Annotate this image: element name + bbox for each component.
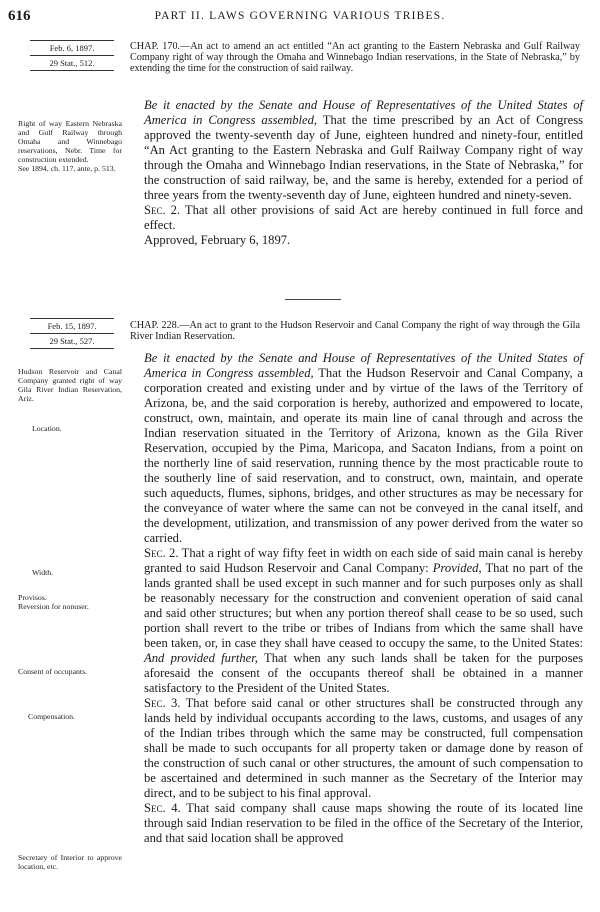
act2-margin-reversion: Reversion for nonuser. <box>18 602 89 611</box>
act1-body <box>128 98 583 248</box>
act1-approved: Approved, February 6, 1897. <box>144 233 291 247</box>
act1-stat: 29 Stat., 512. <box>30 56 114 71</box>
act2-margin-location: Location. <box>32 424 62 433</box>
section-divider <box>285 299 341 300</box>
act2-stat: 29 Stat., 527. <box>30 334 114 349</box>
page-header <box>8 8 592 30</box>
act2-margin-provisos: Provisos. Reversion for nonuser. <box>18 593 89 611</box>
act2-date: Feb. 15, 1897. <box>30 318 114 334</box>
act1-margin-note: Right of way Eastern Nebraska and Gulf Railway through Omaha and Winnebago reservations, Nebr. Time for construction extended. See 1894, ch. 117, ante, p. 513. <box>18 119 122 173</box>
running-title: PART II. LAWS GOVERNING VARIOUS TRIBES. <box>154 10 446 22</box>
act2-margin-consent: Consent of occupants. <box>18 667 88 676</box>
act2-enacting-clause: Be it enacted by the Senate and House of Representatives of the United States of America in Congress assembled, <box>144 351 583 380</box>
act2-margin-title: Hudson Reservoir and Canal Company granted right of way Gila River Indian Reservation, Ariz. <box>18 367 122 403</box>
act1-margin-ref: See 1894, ch. 117, ante, p. 513. <box>18 164 116 173</box>
act2-citation-box <box>30 318 114 349</box>
act2-section-2: Sec. 2. That a right of way fifty feet in width on each side of said main canal is hereby granted to said Hudson Reservoir and Canal Company: Provided, That no part of the lands granted shall be used except in such manner and for such purposes only as shall be reasonably necessary for the construction and convenient operation of said canal and said other structures; but when any portion thereof shall cease to be so used, such portion shall revert to the tribe or tribes of Indians from which the same shall have been taken, or, in case they shall have ceased to occupy the same, to the United States: And provided further, That when any such lands shall be taken for the purposes aforesaid the consent of the occupants thereof shall be obtained in a manner satisfactory to the President of the United States. <box>144 546 584 695</box>
act1-paragraph-1: Be it enacted by the Senate and House of Representatives of the United States of America in Congress assembled, That the time prescribed by an Act of Congress approved the twenty-seventh day of June, eighteen hundred and ninety-four, entitled “An Act granting to the Eastern Nebraska and Gulf Railway Company right of way through the Omaha and Winnebago Indian reservations, in the State of Nebraska,” for the construction of said railway, be, and the same is hereby, extended for a period of three years from the twenty-seventh day of June, eighteen hundred and ninety-seven. <box>144 98 584 202</box>
page-number: 616 <box>8 8 31 24</box>
act1-enacting-clause: Be it enacted by the Senate and House of Representatives of the United States of America in Congress assembled, <box>144 98 583 127</box>
act1-date: Feb. 6, 1897. <box>30 40 114 56</box>
act1-citation-box <box>30 40 114 71</box>
act2-margin-compensation: Compensation. <box>28 712 75 721</box>
act1-chapter-heading: CHAP. 170.—An act to amend an act entitled “An act granting to the Eastern Nebraska and Gulf Railway Company right of way through the Omaha and Winnebago Indian reservations, in the State of Nebraska,” by extending the time for the construction of said railway. <box>130 41 580 74</box>
act2-chapter-heading: CHAP. 228.—An act to grant to the Hudson Reservoir and Canal Company the right of way through the Gila River Indian Reservation. <box>130 320 580 342</box>
act2-body <box>128 351 583 846</box>
act2-section-3: Sec. 3. That before said canal or other structures shall be constructed through any lands held by individual occupants according to the laws, customs, and usages of any of the Indian tribes through which the same may be constructed, full compensation shall be made to such occupants for all property taken or damage done by reason of the construction of such canal or other structures, the amount of such compensation to be ascertained and determined in such manner as the Secretary of the Interior may direct, and to be subject to his final approval. <box>144 696 584 800</box>
act2-paragraph-1: Be it enacted by the Senate and House of Representatives of the United States of America in Congress assembled, That the Hudson Reservoir and Canal Company, a corporation created and existing under and by virtue of the laws of the Territory of Arizona, be, and the said corporation is hereby, authorized and empowered to locate, construct, own, maintain, and operate its main line of canal through and across the Indian reservation situated in the Territory of Arizona, known as the Gila River Reservation, occupied by the Pima, Maricopa, and Sacaton Indians, from a point on the northerly line of said reservation, running thence by the most practicable route to the southerly line of said reservation, and to construct, own, maintain, and operate such aqueducts, flumes, siphons, bridges, and other structures as may be necessary for the conveyance of water where the same can not be conveyed in the canal itself, and the development, utilization, and transmission of any power derived from the water so carried. <box>144 351 583 545</box>
act2-section-4: Sec. 4. That said company shall cause maps showing the route of its located line through said Indian reservation to be filed in the office of the Secretary of the Interior, and that said location shall be approved <box>144 801 584 845</box>
act2-margin-width: Width. <box>32 568 54 577</box>
act1-section-2: Sec. 2. That all other provisions of said Act are hereby continued in full force and effect. <box>144 203 584 232</box>
act2-margin-secretary: Secretary of Interior to approve location, etc. <box>18 853 122 871</box>
